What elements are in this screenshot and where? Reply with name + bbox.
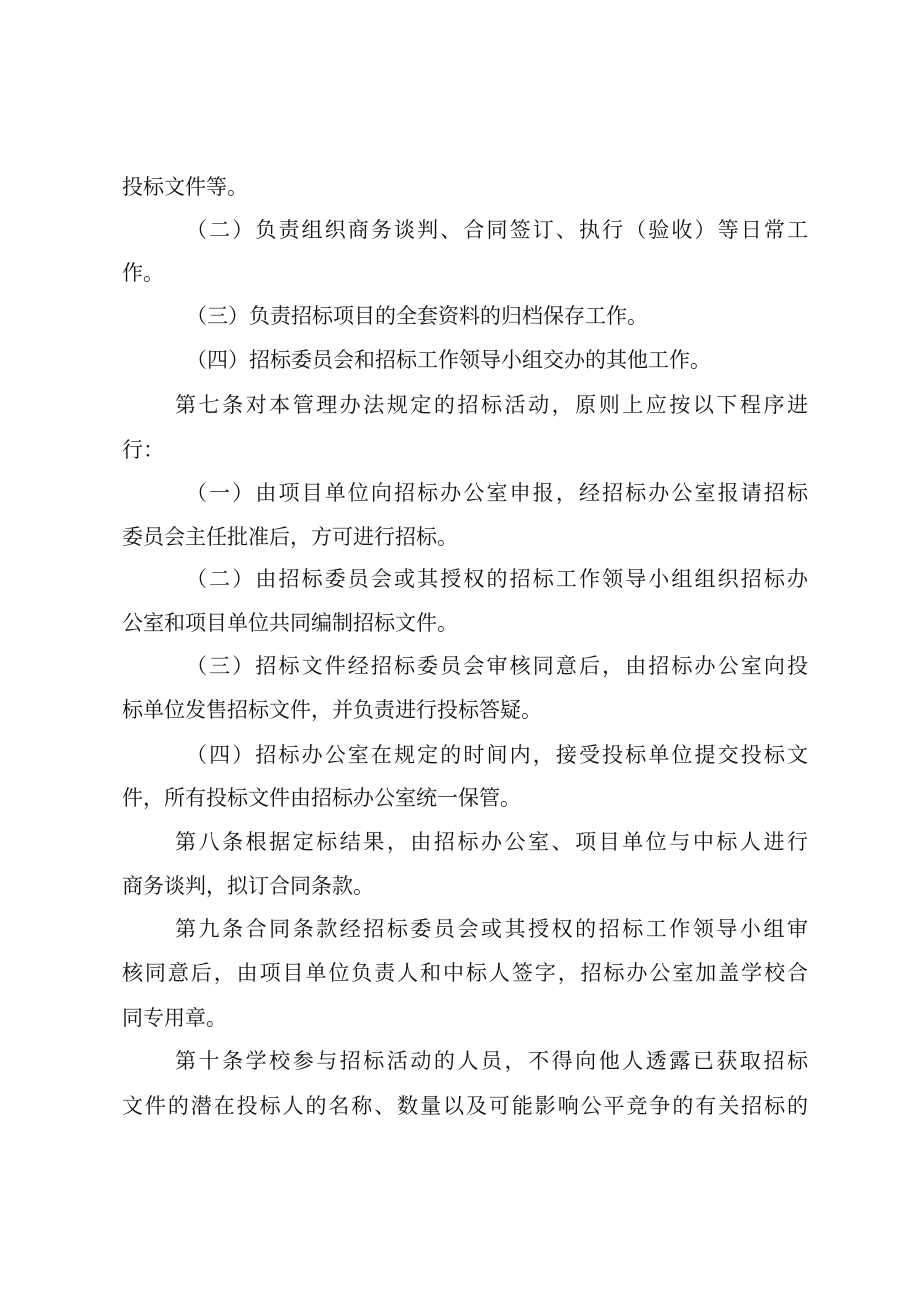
text-line-20: 同专用章。 [122, 1006, 227, 1030]
text-line-11: 公室和项目单位共同编制招标文件。 [122, 611, 458, 635]
text-line-10: （二）由招标委员会或其授权的招标工作领导小组组织招标办 [186, 567, 808, 591]
text-line-1: 投标文件等。 [122, 175, 248, 199]
text-line-19: 核同意后，由项目单位负责人和中标人签字，招标办公室加盖学校合 [122, 961, 808, 985]
text-line-21: 第十条学校参与招标活动的人员，不得向他人透露已获取招标 [175, 1049, 808, 1073]
text-line-12: （三）招标文件经招标委员会审核同意后，由招标办公室向投 [186, 654, 808, 678]
text-line-14: （四）招标办公室在规定的时间内，接受投标单位提交投标文 [186, 743, 808, 767]
text-line-9: 委员会主任批准后，方可进行招标。 [122, 525, 458, 549]
text-line-8: （一）由项目单位向招标办公室申报，经招标办公室报请招标 [186, 481, 808, 505]
text-line-5: （四）招标委员会和招标工作领导小组交办的其他工作。 [186, 348, 711, 372]
text-line-22: 文件的潜在投标人的名称、数量以及可能影响公平竞争的有关招标的 [122, 1094, 808, 1118]
text-line-13: 标单位发售招标文件，并负责进行投标答疑。 [122, 698, 542, 722]
text-line-3: 作。 [122, 261, 164, 285]
text-line-16: 第八条根据定标结果，由招标办公室、项目单位与中标人进行 [175, 830, 808, 854]
text-line-17: 商务谈判，拟订合同条款。 [122, 874, 374, 898]
text-line-7: 行： [122, 438, 164, 462]
text-line-15: 件，所有投标文件由招标办公室统一保管。 [122, 786, 521, 810]
text-line-4: （三）负责招标项目的全套资料的归档保存工作。 [186, 304, 648, 328]
text-line-2: （二）负责组织商务谈判、合同签订、执行（验收）等日常工 [186, 218, 808, 242]
text-line-18: 第九条合同条款经招标委员会或其授权的招标工作领导小组审 [175, 917, 808, 941]
text-line-6: 第七条对本管理办法规定的招标活动，原则上应按以下程序进 [175, 393, 808, 417]
